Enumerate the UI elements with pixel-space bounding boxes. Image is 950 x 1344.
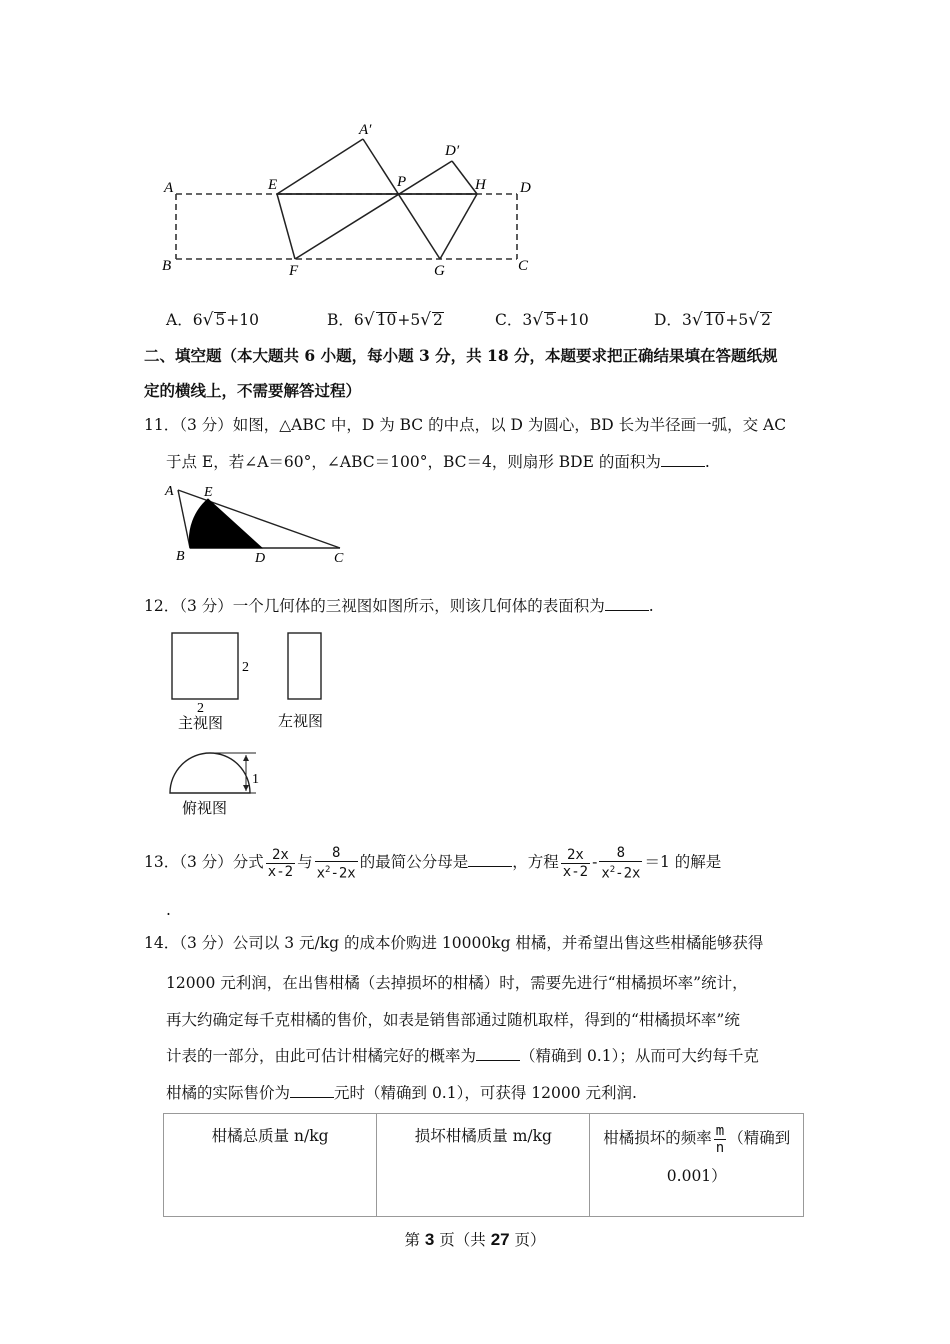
q12-text: 12．（3 分）一个几何体的三视图如图所示，则该几何体的表面积为 . (144, 597, 654, 615)
q14-line2: 12000 元利润，在出售柑橘（去掉损坏的柑橘）时，需要先进行“柑橘损坏率”统计， (166, 974, 748, 992)
q12-dim-side: 2 (242, 660, 249, 675)
q13-end: . (166, 901, 171, 919)
label-C: C (518, 258, 529, 274)
q11-line2: 于点 E，若∠A＝60°，∠ABC＝100°，BC＝4，则扇形 BDE 的面积为 . (166, 453, 710, 471)
q13-blank-denominator[interactable] (468, 852, 512, 867)
label-D: D (520, 180, 531, 196)
q10-figure (150, 115, 550, 285)
q14-blank-price[interactable] (290, 1083, 334, 1098)
q12-answer-blank[interactable] (605, 596, 649, 611)
q14-blank-probability[interactable] (476, 1046, 520, 1061)
q11-label-E: E (204, 485, 213, 500)
q14-line3: 再大约确定每千克柑橘的售价，如表是销售部通过随机取样，得到的“柑橘损坏率”统 (166, 1011, 740, 1029)
label-E: E (268, 177, 278, 193)
q13-line: 13．（3 分）分式 $\frac{2x}{x-2}$ 与 $\frac{8}{x^2-2x}$ 的最简公分母是 ，方程 $\frac{2x}{x-2}$ - $\frac{8}{x^2-2x}$ ＝1 的解是 (144, 844, 722, 882)
q12-top-view-label: 俯视图 (182, 799, 228, 817)
q12-dim-height: 1 (252, 772, 259, 787)
q10-option-b: B．6√ 10+5√ 2 (327, 310, 443, 330)
q11-line1: 11．（3 分）如图，△ABC 中，D 为 BC 的中点，以 D 为圆心，BD 长为半径画一弧，交 AC (144, 416, 787, 434)
q14-line1: 14．（3 分）公司以 3 元/kg 的成本价购进 10000kg 柑橘，并希望出售这些柑橘能够获得 (144, 934, 764, 952)
q12-main-view-label: 主视图 (178, 714, 224, 732)
q12-dim-bottom: 2 (197, 701, 204, 716)
q12-left-view-label: 左视图 (278, 712, 324, 730)
page-number: 3 (424, 1230, 435, 1249)
q14-table-header-total: 柑橘总质量 n/kg (164, 1114, 377, 1217)
label-F: F (289, 263, 299, 279)
q14-table (163, 1113, 804, 1217)
section2-heading-line1: 二、填空题（本大题共 6 小题，每小题 3 分，共 18 分，本题要求把正确结果填在答题纸规 (144, 346, 778, 365)
section2-heading-line2: 定的横线上，不需要解答过程） (144, 381, 362, 400)
q10-option-a: A．6√ 5+10 (166, 310, 260, 330)
q14-table-header-frequency: 柑橘损坏的频率 $\frac{m}{n}$ （精确到 0.001） (590, 1114, 804, 1217)
q11-answer-blank[interactable] (661, 452, 705, 467)
q10-option-d: D．3√ 10+5√ 2 (654, 310, 771, 330)
q14-line4: 计表的一部分，由此可估计柑橘完好的概率为 （精确到 0.1）；从而可大约每千克 (166, 1047, 759, 1065)
q10-option-c: C．3√ 5+10 (495, 310, 589, 330)
label-B: B (162, 258, 172, 274)
q13-fraction-1: $\frac{2x}{x-2}$ (267, 846, 294, 880)
label-A: A (164, 180, 174, 196)
label-P: P (397, 174, 407, 190)
q11-label-B: B (176, 549, 185, 564)
label-A-prime: A′ (359, 122, 372, 138)
q11-label-D: D (255, 551, 266, 566)
q11-label-C: C (334, 551, 344, 566)
q12-three-views (160, 625, 360, 820)
q14-table-header-damaged: 损坏柑橘质量 m/kg (377, 1114, 590, 1217)
label-D-prime: D′ (445, 143, 460, 159)
label-H: H (475, 177, 486, 193)
page-total: 27 (490, 1230, 510, 1249)
q13-fraction-3: $\frac{2x}{x-2}$ (562, 846, 589, 880)
q11-figure (160, 480, 360, 570)
label-G: G (434, 263, 445, 279)
page-footer: 第 3 页（共 27 页） (404, 1230, 546, 1249)
q13-fraction-4: $\frac{8}{x^2-2x}$ (601, 844, 641, 882)
q14-line5: 柑橘的实际售价为 元时（精确到 0.1），可获得 12000 元利润. (166, 1084, 637, 1102)
q13-fraction-2: $\frac{8}{x^2-2x}$ (316, 844, 356, 882)
q11-label-A: A (165, 484, 174, 499)
